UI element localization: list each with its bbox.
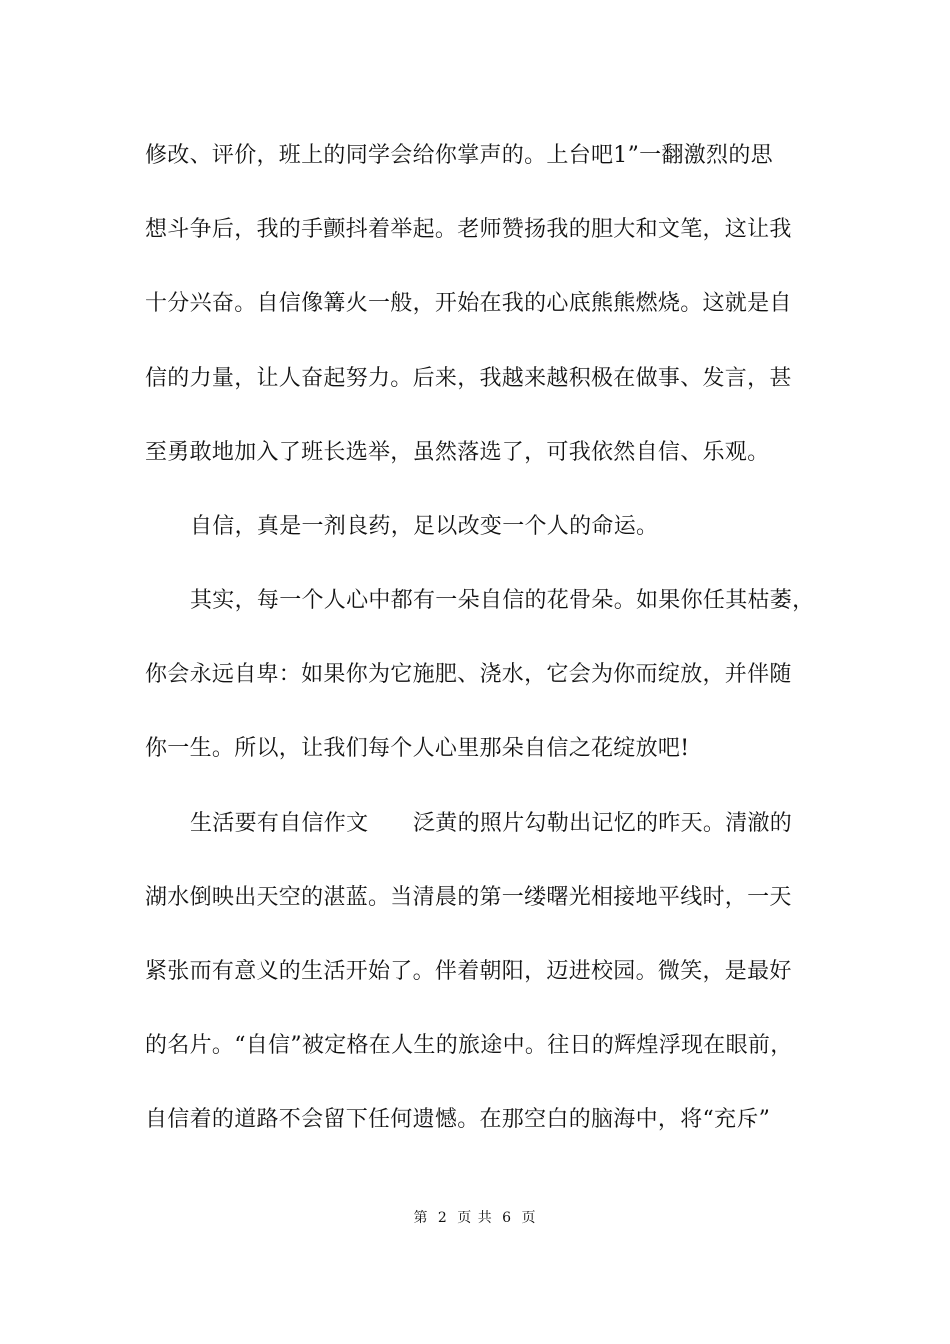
text-line-11: 湖水倒映出天空的湛蓝。当清晨的第一缕曙光相接地平线时，一天 bbox=[145, 885, 792, 910]
footer-prefix: 第 bbox=[413, 1210, 429, 1226]
text-line-14: 自信着的道路不会留下任何遗憾。在那空白的脑海中，将“充斥” bbox=[145, 1107, 771, 1132]
footer-current-page: 2 bbox=[437, 1210, 448, 1226]
text-line-2: 想斗争后，我的手颤抖着举起。老师赞扬我的胆大和文笔，这让我 bbox=[145, 217, 792, 242]
text-line-13: 的名片。“自信”被定格在人生的旅途中。往日的辉煌浮现在眼前， bbox=[145, 1033, 793, 1058]
text-line-9: 你一生。所以，让我们每个人心里那朵自信之花绽放吧! bbox=[145, 736, 690, 761]
text-line-8: 你会永远自卑：如果你为它施肥、浇水，它会为你而绽放，并伴随 bbox=[145, 662, 792, 687]
text-line-3: 十分兴奋。自信像篝火一般，开始在我的心底熊熊燃烧。这就是自 bbox=[145, 291, 792, 316]
text-line-4: 信的力量，让人奋起努力。后来，我越来越积极在做事、发言，甚 bbox=[145, 366, 792, 391]
page-footer bbox=[0, 1209, 950, 1227]
footer-mid: 页 共 bbox=[457, 1210, 493, 1226]
footer-total-pages: 6 bbox=[502, 1210, 513, 1226]
text-line-5: 至勇敢地加入了班长选举，虽然落选了，可我依然自信、乐观。 bbox=[145, 440, 770, 465]
text-line-1: 修改、评价，班上的同学会给你掌声的。上台吧1”一翻激烈的思 bbox=[145, 143, 773, 168]
text-line-10: 生活要有自信作文 泛黄的照片勾勒出记忆的昨天。清澈的 bbox=[190, 811, 793, 836]
text-line-12: 紧张而有意义的生活开始了。伴着朝阳，迈进校园。微笑，是最好 bbox=[145, 959, 792, 984]
footer-suffix: 页 bbox=[521, 1210, 537, 1226]
text-line-6: 自信，真是一剂良药，足以改变一个人的命运。 bbox=[190, 514, 659, 539]
text-line-7: 其实，每一个人心中都有一朵自信的花骨朵。如果你任其枯萎， bbox=[190, 588, 815, 613]
